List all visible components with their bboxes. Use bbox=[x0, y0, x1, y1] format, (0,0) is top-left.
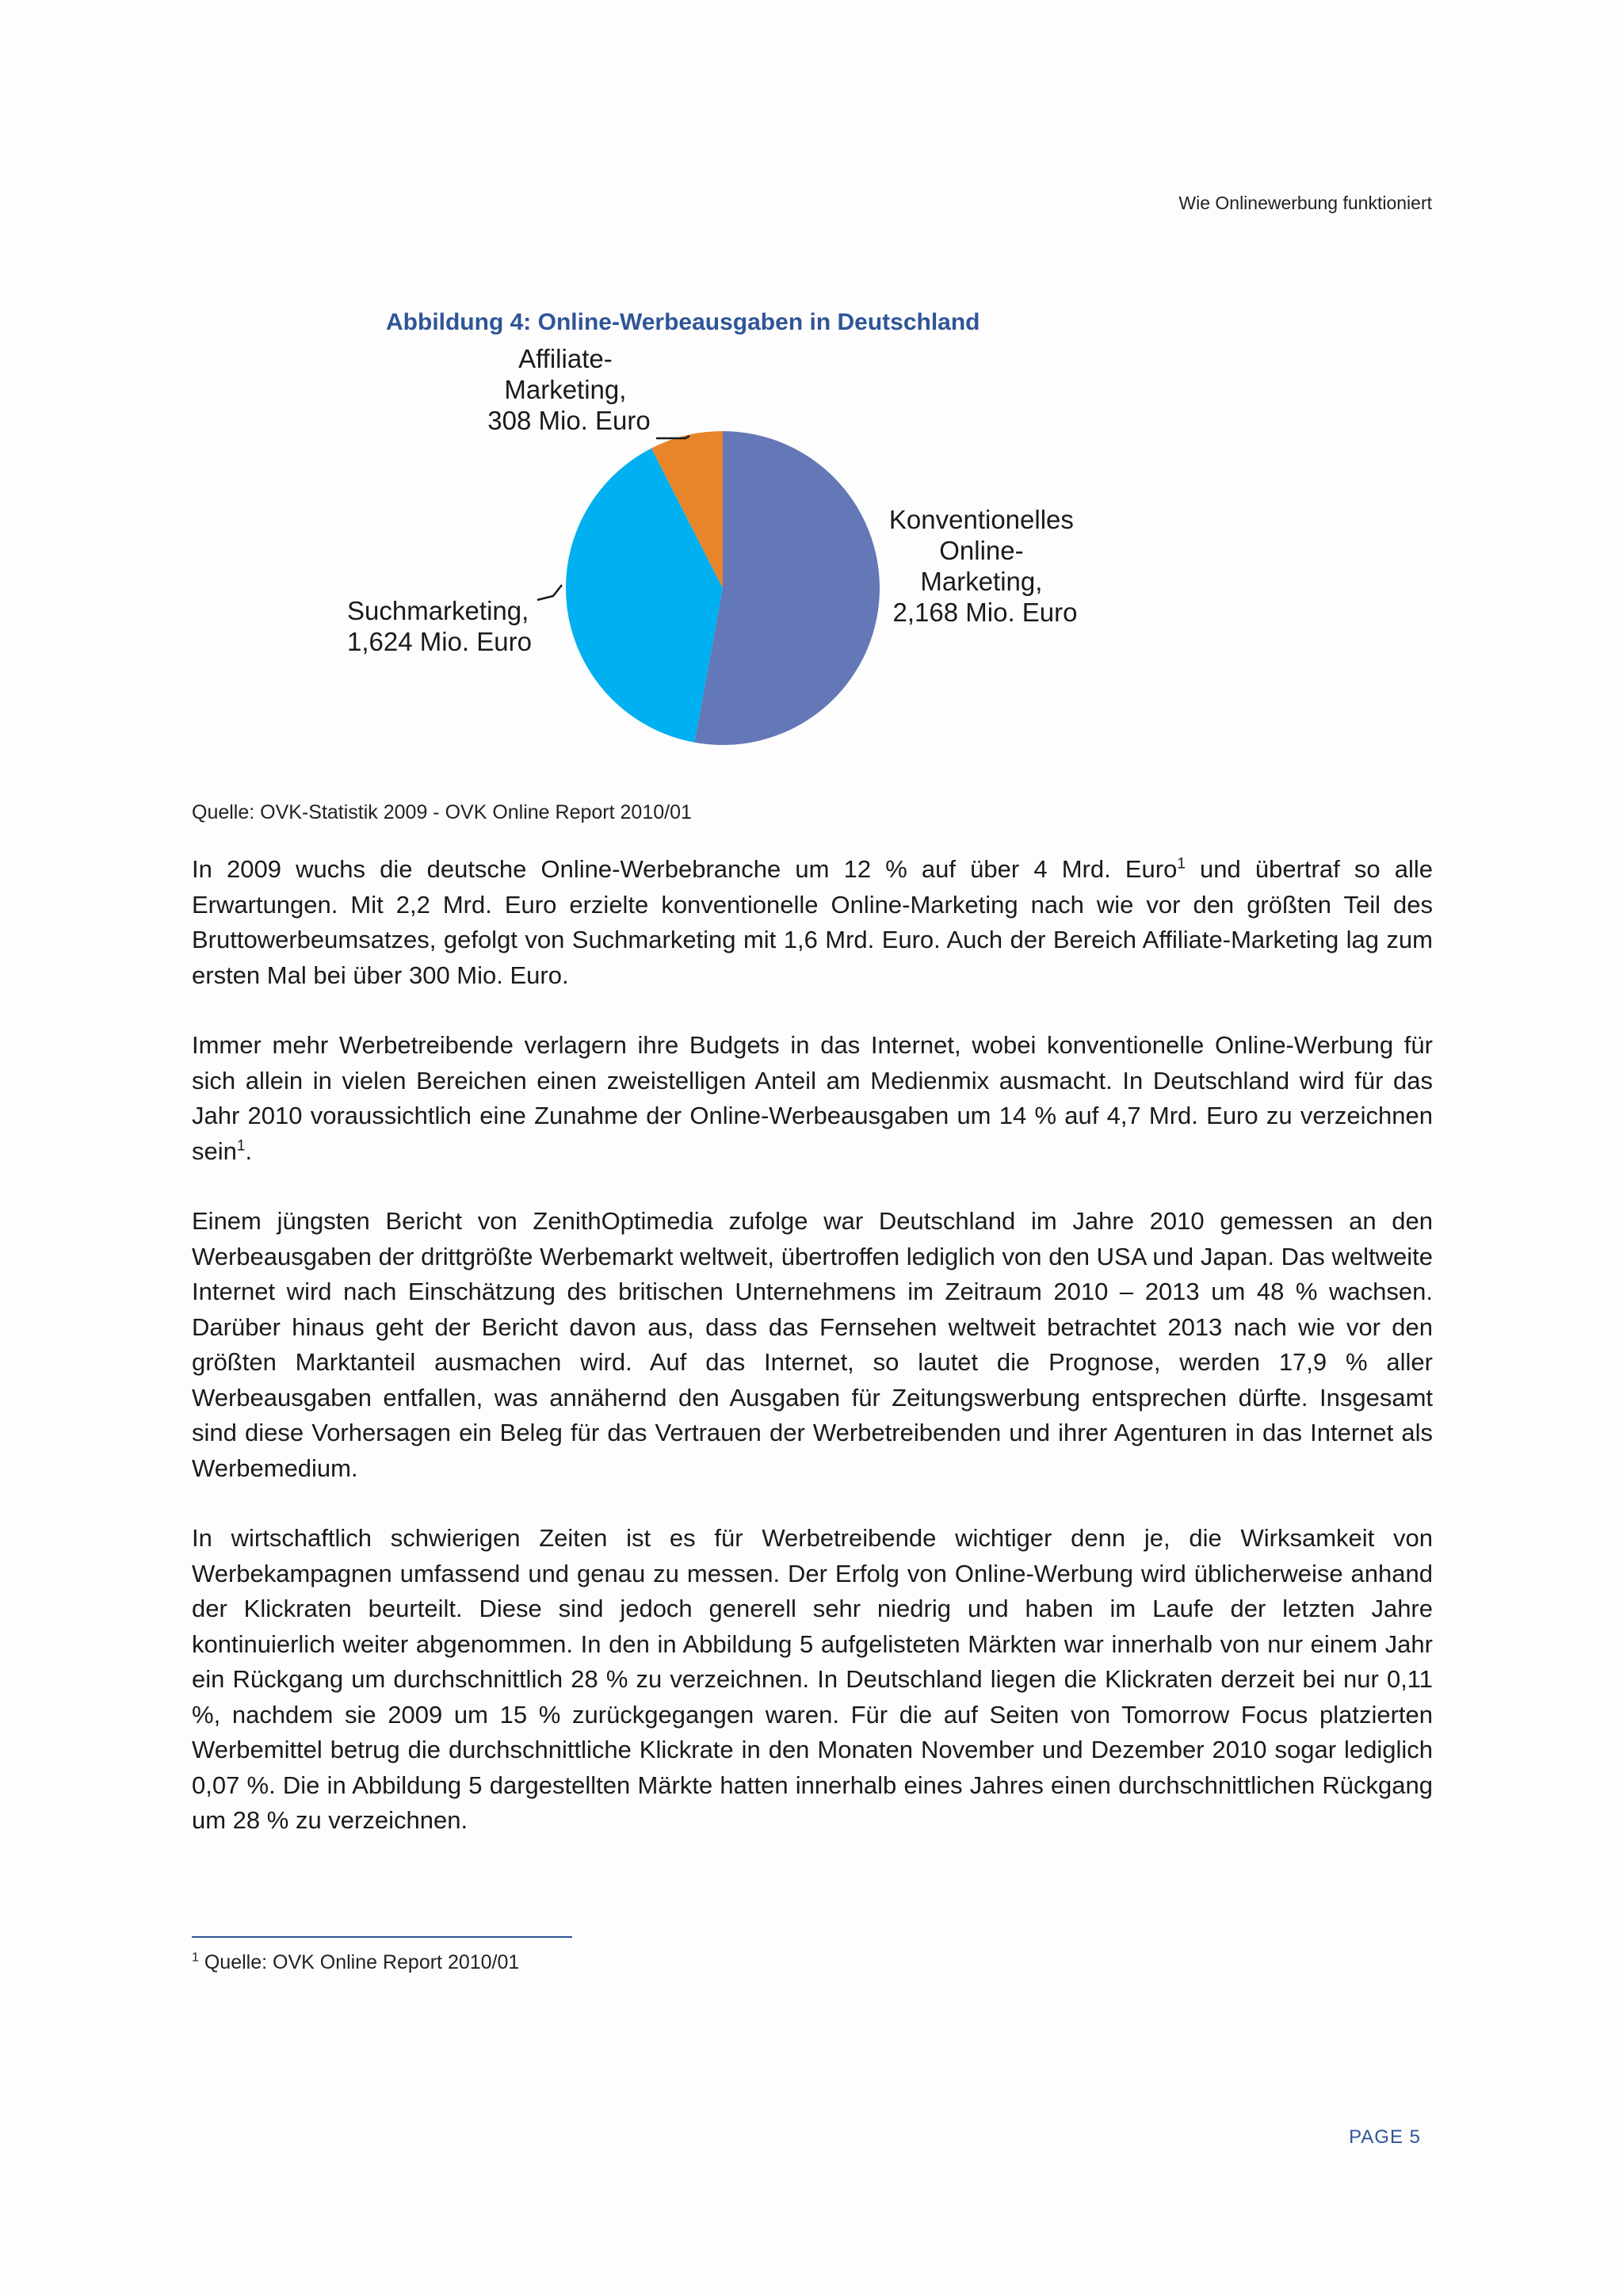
footnote bbox=[192, 1951, 519, 1974]
page-number: PAGE 5 bbox=[1349, 2126, 1421, 2148]
body-text bbox=[192, 852, 1433, 1874]
footnote-separator bbox=[192, 1936, 572, 1938]
footnote-number: 1 bbox=[192, 1950, 199, 1965]
pie-chart-svg bbox=[317, 341, 1109, 785]
footnote-ref: 1 bbox=[1177, 855, 1186, 873]
paragraph-3: Einem jüngsten Bericht von ZenithOptimedia zufolge war Deutschland im Jahre 2010 gemessen an den Werbeausgaben der drittgrößte Werbemarkt weltweit, übertroffen lediglich von den USA und Japan. Das weltweite Internet wird nach Einschätzung des britischen Unternehmens im Zeitraum 2010 – 2013 um 48 % wachsen. Darüber hinaus geht der Bericht davon aus, dass das Fernsehen weltweit betrachtet 2013 nach wie vor den größten Marktanteil ausmachen wird. Auf das Internet, so lautet die Prognose, werden 17,9 % aller Werbeausgaben entfallen, was annähernd den Ausgaben für Zeitungswerbung entsprechen dürfte. Insgesamt sind diese Vorhersagen ein Beleg für das Vertrauen der Werbetreibenden und ihrer Agenturen in das Internet als Werbemedium. bbox=[192, 1207, 1433, 1482]
label-suchmarketing: Suchmarketing, 1,624 Mio. Euro bbox=[347, 596, 532, 656]
paragraph-1 bbox=[192, 852, 1433, 993]
paragraph-2 bbox=[192, 1028, 1433, 1169]
paragraph-1-text-cont: und übertraf so alle Erwartungen. Mit 2,2 Mrd. Euro erzielte konventionelle Online-Marketing nach wie vor den größten Teil des Bruttowerbeumsatzes, gefolgt von Suchmarketing mit 1,6 Mrd. Euro. Auch der Bereich Affiliate-Marketing lag zum ersten Mal bei über 300 Mio. Euro. bbox=[192, 855, 1433, 989]
figure-source: Quelle: OVK-Statistik 2009 - OVK Online Report 2010/01 bbox=[192, 801, 692, 823]
footnote-text: Quelle: OVK Online Report 2010/01 bbox=[198, 1951, 520, 1973]
footnote-ref: 1 bbox=[236, 1137, 246, 1155]
figure-title: Abbildung 4: Online-Werbeausgaben in Deutschland bbox=[386, 309, 980, 335]
running-header: Wie Onlinewerbung funktioniert bbox=[1178, 193, 1432, 213]
paragraph-1-text: In 2009 wuchs die deutsche Online-Werbebranche um 12 % auf über 4 Mrd. Euro bbox=[192, 855, 1178, 883]
paragraph-2-text: Immer mehr Werbetreibende verlagern ihre Budgets in das Internet, wobei konventionelle Online-Werbung für sich allein in vielen Bereichen einen zweistelligen Anteil am Medienmix ausmacht. In Deutschland wird für das Jahr 2010 voraussichtlich eine Zunahme der Online-Werbeausgaben um 14 % auf 4,7 Mrd. Euro zu verzeichnen sein bbox=[192, 1031, 1433, 1165]
pie-chart bbox=[317, 341, 1109, 785]
leader-line-suchmarketing bbox=[537, 585, 562, 600]
paragraph-2-text-cont: . bbox=[245, 1137, 253, 1165]
label-affiliate: Affiliate- Marketing, 308 Mio. Euro bbox=[487, 344, 651, 435]
paragraph-4: In wirtschaftlich schwierigen Zeiten ist es für Werbetreibende wichtiger denn je, die Wirksamkeit von Werbekampagnen umfassend und genau zu messen. Der Erfolg von Online-Werbung wird üblicherweise anhand der Klickraten beurteilt. Diese sind jedoch generell sehr niedrig und haben im Laufe der letzten Jahre kontinuierlich weiter abgenommen. In den in Abbildung 5 aufgelisteten Märkten war innerhalb von nur einem Jahr ein Rückgang um durchschnittlich 28 % zu verzeichnen. In Deutschland liegen die Klickraten derzeit bei nur 0,11 %, nachdem sie 2009 um 15 % zurückgegangen waren. Für die auf Seiten von Tomorrow Focus platzierten Werbemittel betrug die durchschnittliche Klickrate in den Monaten November und Dezember 2010 sogar lediglich 0,07 %. Die in Abbildung 5 dargestellten Märkte hatten innerhalb eines Jahres einen durchschnittlichen Rückgang um 28 % zu verzeichnen. bbox=[192, 1524, 1433, 1834]
label-konventionell: Konventionelles Online- Marketing, 2,168 Mio. Euro bbox=[888, 505, 1078, 627]
